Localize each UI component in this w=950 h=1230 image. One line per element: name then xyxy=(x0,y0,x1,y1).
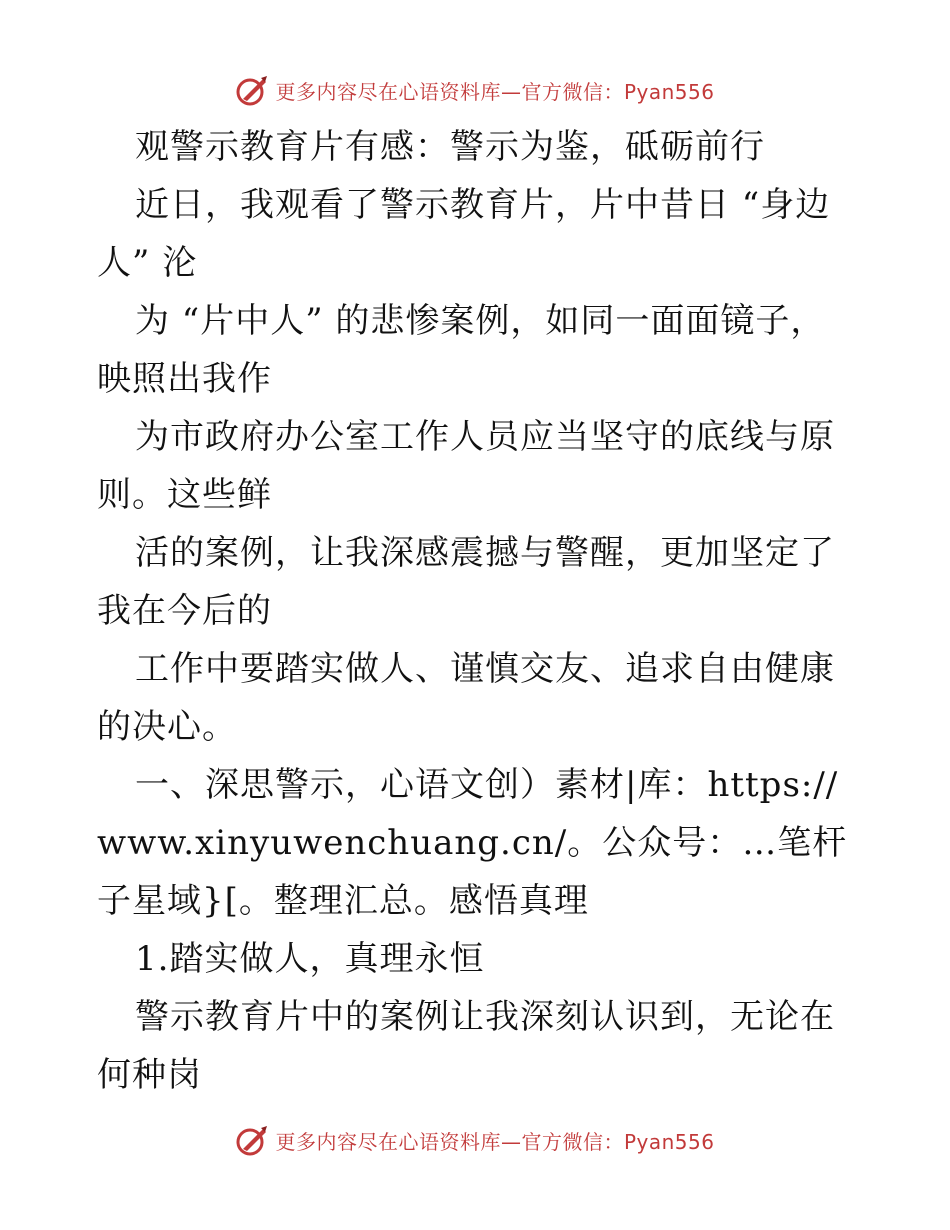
document-body xyxy=(97,118,857,1104)
section-heading-1: 一、深思警示，心语文创）素材|库：https://www.xinyuwenchuang.cn/。公众号：…笔杆子星域}[。整理汇总。感悟真理 xyxy=(97,765,848,921)
paragraph-2: 为 “片中人” 的悲惨案例，如同一面面镜子，映照出我作 xyxy=(97,301,826,399)
document-title: 观警示教育片有感：警示为鉴，砥砺前行 xyxy=(135,127,765,167)
paragraph-4: 活的案例，让我深感震撼与警醒，更加坚定了我在今后的 xyxy=(97,533,835,631)
quill-pen-logo-icon xyxy=(235,1123,269,1157)
footer-watermark-banner xyxy=(0,1120,950,1160)
paragraph-5: 工作中要踏实做人、谨慎交友、追求自由健康的决心。 xyxy=(97,649,835,747)
banner-text: 更多内容尽在心语资料库—官方微信：Pyan556 xyxy=(275,1129,715,1154)
paragraph-6: 警示教育片中的案例让我深刻认识到，无论在何种岗 xyxy=(97,997,835,1095)
header-watermark-banner xyxy=(0,70,950,110)
subheading-1-1: 1.踏实做人，真理永恒 xyxy=(135,939,485,979)
paragraph-3: 为市政府办公室工作人员应当坚守的底线与原则。这些鲜 xyxy=(97,417,835,515)
banner-text: 更多内容尽在心语资料库—官方微信：Pyan556 xyxy=(275,79,715,104)
paragraph-1: 近日，我观看了警示教育片，片中昔日 “身边人” 沦 xyxy=(97,185,831,283)
quill-pen-logo-icon xyxy=(235,73,269,107)
